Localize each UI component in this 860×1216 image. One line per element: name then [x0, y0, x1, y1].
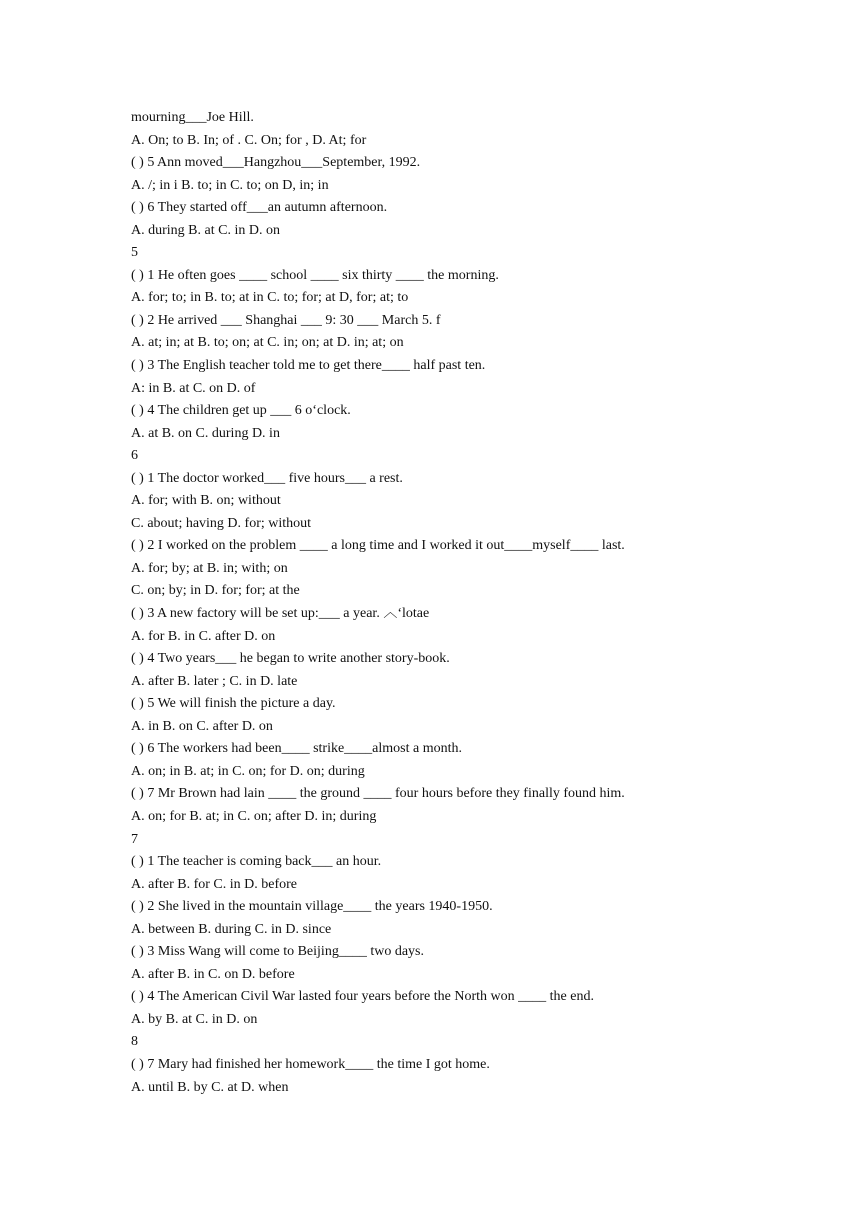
question-line: ( ) 5 Ann moved___Hangzhou___September, 1992.: [131, 155, 421, 171]
question-line: ( ) 1 He often goes ____ school ____ six thirty ____ the morning.: [131, 267, 499, 283]
answer-options-line: A. on; for B. at; in C. on; after D. in; during: [131, 808, 377, 824]
question-line: ( ) 2 I worked on the problem ____ a long time and I worked it out____myself____ last.: [131, 538, 625, 554]
answer-options-line: A. /; in i B. to; in C. to; on D, in; in: [131, 177, 329, 193]
answer-options-line: A: in B. at C. on D. of: [131, 380, 256, 396]
question-line: ( ) 7 Mr Brown had lain ____ the ground ____ four hours before they finally found him.: [131, 786, 625, 802]
answer-options-line: A. at; in; at B. to; on; at C. in; on; at D. in; at; on: [131, 335, 404, 351]
section-number: 7: [131, 831, 138, 847]
question-line: ( ) 6 They started off___an autumn afternoon.: [131, 200, 388, 216]
section-number: 8: [131, 1034, 138, 1050]
text-line: mourning___Joe Hill.: [131, 110, 254, 125]
section-number: 6: [131, 448, 138, 464]
answer-options-line: A. during B. at C. in D. on: [131, 222, 280, 238]
section-number: 5: [131, 245, 138, 261]
question-line: ( ) 4 The children get up ___ 6 o‘clock.: [131, 403, 351, 419]
question-line: ( ) 3 The English teacher told me to get there____ half past ten.: [131, 358, 486, 374]
question-line: ( ) 4 Two years___ he began to write another story-book.: [131, 651, 450, 667]
answer-options-line: A. between B. during C. in D. since: [131, 921, 332, 937]
question-line: ( ) 4 The American Civil War lasted four years before the North won ____ the end.: [131, 989, 594, 1005]
answer-options-line: A. in B. on C. after D. on: [131, 718, 273, 734]
answer-options-line: A. after B. for C. in D. before: [131, 876, 298, 892]
question-line: ( ) 7 Mary had finished her homework____ the time I got home.: [131, 1056, 490, 1072]
answer-options-line: A. on; in B. at; in C. on; for D. on; during: [131, 763, 365, 779]
answer-options-line: A. until B. by C. at D. when: [131, 1079, 289, 1095]
answer-options-line: A. for; to; in B. to; at in C. to; for; at D, for; at; to: [131, 290, 409, 306]
question-line: ( ) 3 Miss Wang will come to Beijing____ two days.: [131, 944, 424, 960]
answer-options-line: A. for B. in C. after D. on: [131, 628, 276, 644]
question-line: ( ) 2 He arrived ___ Shanghai ___ 9: 30 ___ March 5. f: [131, 312, 441, 328]
answer-options-line: C. about; having D. for; without: [131, 515, 312, 531]
answer-options-line: A. for; by; at B. in; with; on: [131, 560, 288, 576]
document-page: [131, 107, 831, 1099]
question-line: ( ) 3 A new factory will be set up:___ a year. ︿‘lotae: [131, 606, 430, 622]
question-line: ( ) 2 She lived in the mountain village____ the years 1940-1950.: [131, 899, 493, 915]
answer-options-line: A. for; with B. on; without: [131, 493, 281, 509]
question-line: ( ) 1 The teacher is coming back___ an hour.: [131, 854, 382, 870]
question-line: ( ) 6 The workers had been____ strike____almost a month.: [131, 741, 463, 757]
question-line: ( ) 1 The doctor worked___ five hours___ a rest.: [131, 470, 403, 486]
answer-options-line: A. at B. on C. during D. in: [131, 425, 280, 441]
answer-options-line: A. after B. later ; C. in D. late: [131, 673, 298, 689]
question-line: ( ) 5 We will finish the picture a day.: [131, 696, 336, 712]
answer-options-line: C. on; by; in D. for; for; at the: [131, 583, 300, 599]
answer-options-line: A. after B. in C. on D. before: [131, 966, 295, 982]
answer-options-line: A. by B. at C. in D. on: [131, 1011, 258, 1027]
answer-options-line: A. On; to B. In; of . C. On; for , D. At; for: [131, 132, 367, 148]
